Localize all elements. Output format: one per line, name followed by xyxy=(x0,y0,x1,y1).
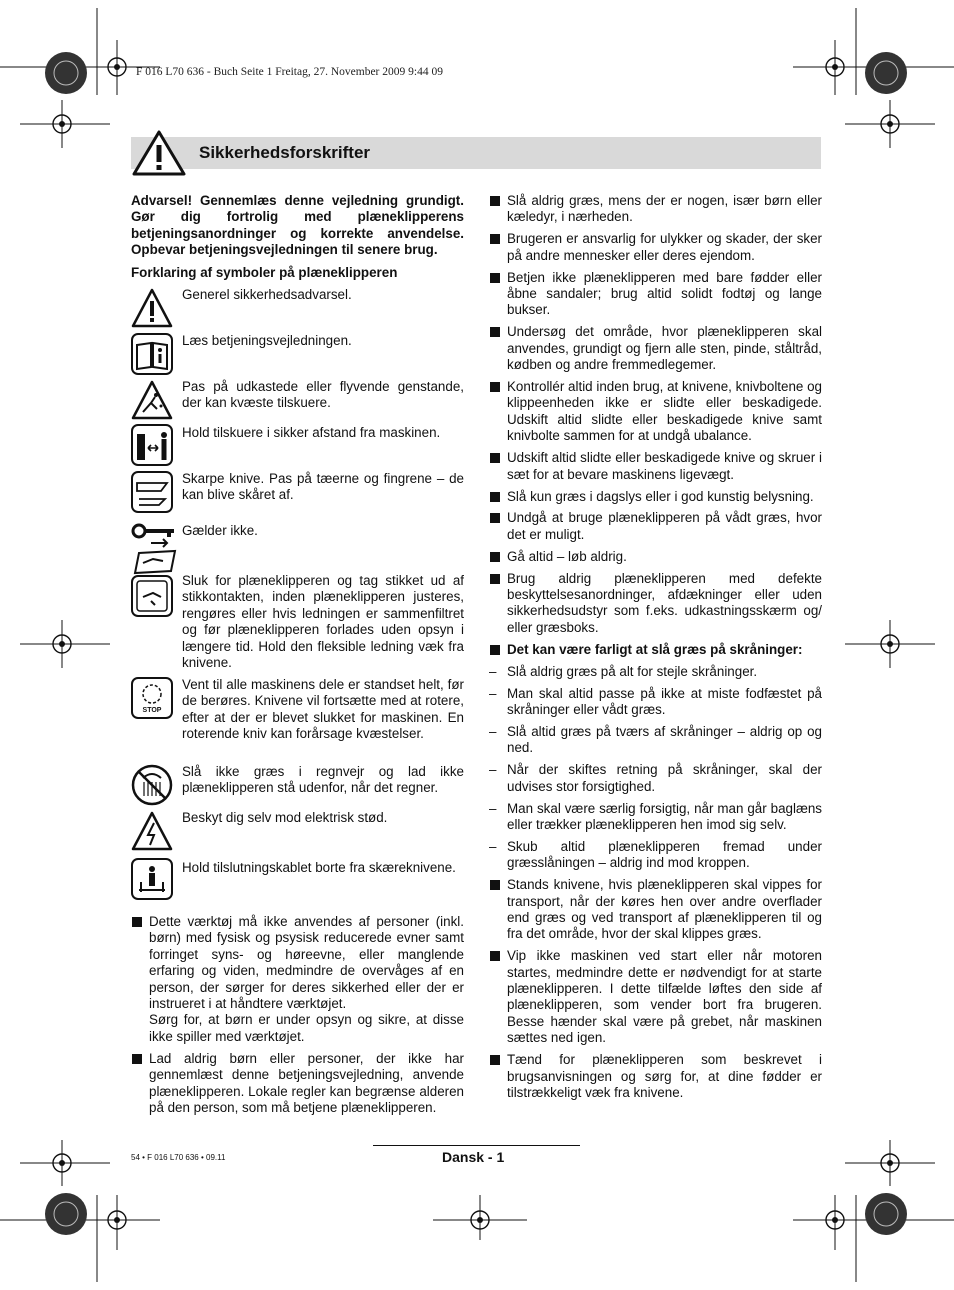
key-icon xyxy=(131,521,181,575)
list-item: Brugeren er ansvarlig for ulykker og skader, der sker på andre mennesker eller deres ejendom. xyxy=(489,231,822,264)
symbol-text: Læs betjeningsvejledningen. xyxy=(182,333,352,349)
symbol-row xyxy=(131,573,464,677)
list-item: Kontrollér altid inden brug, at knivene, knivboltene og klippeenheden ikke er slidte eller beskadigede. Udskift altid slidte eller beskadigede knive samt knivbolte sammen for at undgå ubalance. xyxy=(489,379,822,445)
list-item: Slå kun græs i dagslys eller i god kunstig belysning. xyxy=(489,489,822,505)
flying-objects-icon xyxy=(131,379,173,421)
symbol-text: Hold tilslutningskablet borte fra skæreknivene. xyxy=(182,860,456,876)
dash-item: – Slå altid græs på tværs af skråninger – aldrig op og ned. xyxy=(489,724,822,757)
dash-item: – Når der skiftes retning på skråninger, skal der udvises stor forsigtighed. xyxy=(489,762,822,795)
symbol-text: Sluk for plæneklipperen og tag stikket ud af stikkontakten, inden plæneklipperen justeres, rengøres eller hvis ledningen er sammenfiltret og før plæneklipperen forlades uden opsyn i længere tid. Hold den fleksible ledning væk fra knivene. xyxy=(182,573,464,671)
symbol-row xyxy=(131,677,464,764)
symbol-row xyxy=(131,523,464,573)
symbol-text: Generel sikkerhedsadvarsel. xyxy=(182,287,352,303)
symbol-row xyxy=(131,425,464,471)
warning-triangle-icon xyxy=(131,129,187,177)
page-number: Dansk - 1 xyxy=(442,1149,505,1165)
page-title: Sikkerhedsforskrifter xyxy=(199,143,371,162)
symbol-text: Vent til alle maskinens dele er standset helt, før de berøres. Knivene vil fortsætte med at rotere, efter at der er blevet slukket for maskinen. En roterende kniv kan forårsage kvæstelser. xyxy=(182,677,464,742)
slope-heading: Det kan være farligt at slå græs på skråninger: xyxy=(489,642,822,658)
list-item: Slå aldrig græs, mens der er nogen, især børn eller kæledyr, i nærheden. xyxy=(489,193,822,226)
list-item: Gå altid – løb aldrig. xyxy=(489,549,822,565)
unplug-icon xyxy=(131,575,173,617)
symbol-row xyxy=(131,287,464,333)
dash-item: – Man skal være særlig forsigtig, når man går baglæns eller trækker plæneklipperen hen imod sig selv. xyxy=(489,801,822,834)
symbol-row xyxy=(131,860,464,914)
list-item: Tænd for plæneklipperen som beskrevet i brugsanvisningen og sørg for, at dine fødder er tilstrækkeligt væk fra knivene. xyxy=(489,1052,822,1101)
dash-item: – Slå aldrig græs på alt for stejle skråninger. xyxy=(489,664,822,680)
symbols-heading: Forklaring af symboler på plæneklipperen xyxy=(131,264,398,280)
symbol-row xyxy=(131,810,464,860)
cable-away-icon xyxy=(131,858,173,900)
symbol-text: Slå ikke græs i regnvejr og lad ikke plæneklipperen stå udenfor, når det regner. xyxy=(182,764,464,796)
list-item: Undersøg det område, hvor plæneklipperen skal anvendes, grundigt og fjern alle sten, pinde, ståltråd, kødben og andre fremmedlegemer. xyxy=(489,324,822,373)
list-item: Stands knivene, hvis plæneklipperen skal vippes for transport, når der køres hen over andre overflader end græs og ved transport af plæneklipperen til og fra det område, hvor der skal klippes græs. xyxy=(489,877,822,943)
list-item: Brug aldrig plæneklipperen med defekte beskyttelsesanordninger, afdækninger eller uden sikkerhedsudstyr som f.eks. udkastningsskærm og/ eller græsboks. xyxy=(489,571,822,637)
no-rain-icon xyxy=(131,764,173,806)
list-item: Dette værktøj må ikke anvendes af personer (inkl. børn) med fysisk og psysisk reducerede evner samt forringet syns- og høreevne, eller manglende erfaring og viden, medmindre de overvåges af en person, der sørger for deres sikkerhed eller der er instrueret i at håndtere værktøjet. Sørg for, at børn er under opsyn og sikre, at disse ikke spiller med værktøjet. xyxy=(131,914,464,1045)
list-item: Undgå at bruge plæneklipperen på vådt græs, hvor det er muligt. xyxy=(489,510,822,543)
symbol-text: Skarpe knive. Pas på tæerne og fingrene – de kan blive skåret af. xyxy=(182,471,464,503)
read-manual-icon xyxy=(131,333,173,375)
print-slug: F 016 L70 636 - Buch Seite 1 Freitag, 27. November 2009 9:44 09 xyxy=(136,66,443,78)
warning-triangle-icon xyxy=(131,287,173,329)
symbol-row xyxy=(131,764,464,810)
dash-item: – Skub altid plæneklipperen fremad under græsslåningen – aldrig ind mod kroppen. xyxy=(489,839,822,872)
list-item: Lad aldrig børn eller personer, der ikke har gennemlæst denne betjeningsvejledning, anvende plæneklipperen. Lokale regler kan begrænse alderen på den person, som må betjene plæneklipperen. xyxy=(131,1051,464,1117)
symbol-text: Beskyt dig selv mod elektrisk stød. xyxy=(182,810,388,826)
list-item: Udskift altid slidte eller beskadigede knive og skruer i sæt for at bevare maskinens ligevægt. xyxy=(489,450,822,483)
stop-icon xyxy=(131,677,173,719)
safe-distance-icon xyxy=(131,424,173,466)
right-column xyxy=(489,193,822,1107)
symbol-text: Hold tilskuere i sikker afstand fra maskinen. xyxy=(182,425,441,441)
symbol-row xyxy=(131,471,464,523)
list-item: Betjen ikke plæneklipperen med bare fødder eller åbne sandaler; brug altid solidt fodtøj og lange bukser. xyxy=(489,270,822,319)
list-item: Vip ikke maskinen ved start eller når motoren startes, medmindre dette er nødvendigt for at starte plæneklipperen. I dette tilfælde løftes den side af plæneklipperen, som vender bort fra brugeren. Besse hænder skal være på grebet, når maskinen sættes ned igen. xyxy=(489,948,822,1046)
footer-rule xyxy=(373,1145,580,1146)
left-column xyxy=(131,193,464,1122)
dash-item: – Man skal altid passe på ikke at miste fodfæstet på skråninger eller vådt græs. xyxy=(489,686,822,719)
electric-shock-icon xyxy=(131,810,173,852)
svg-text:STOP: STOP xyxy=(142,707,162,715)
symbol-text: Pas på udkastede eller flyvende genstande, der kan kvæste tilskuere. xyxy=(182,379,464,411)
symbol-text: Gælder ikke. xyxy=(182,523,258,539)
footer-code: 54 • F 016 L70 636 • 09.11 xyxy=(131,1153,226,1162)
symbol-row xyxy=(131,333,464,379)
intro-warning: Advarsel! Gennemlæs denne vejledning grundigt. Gør dig fortrolig med plæneklipperens betjeningsanordninger og korrekte anvendelse. Opbevar betjeningsvejledningen til senere brug. xyxy=(131,193,464,258)
symbol-row xyxy=(131,379,464,425)
sharp-blades-icon xyxy=(131,471,173,513)
